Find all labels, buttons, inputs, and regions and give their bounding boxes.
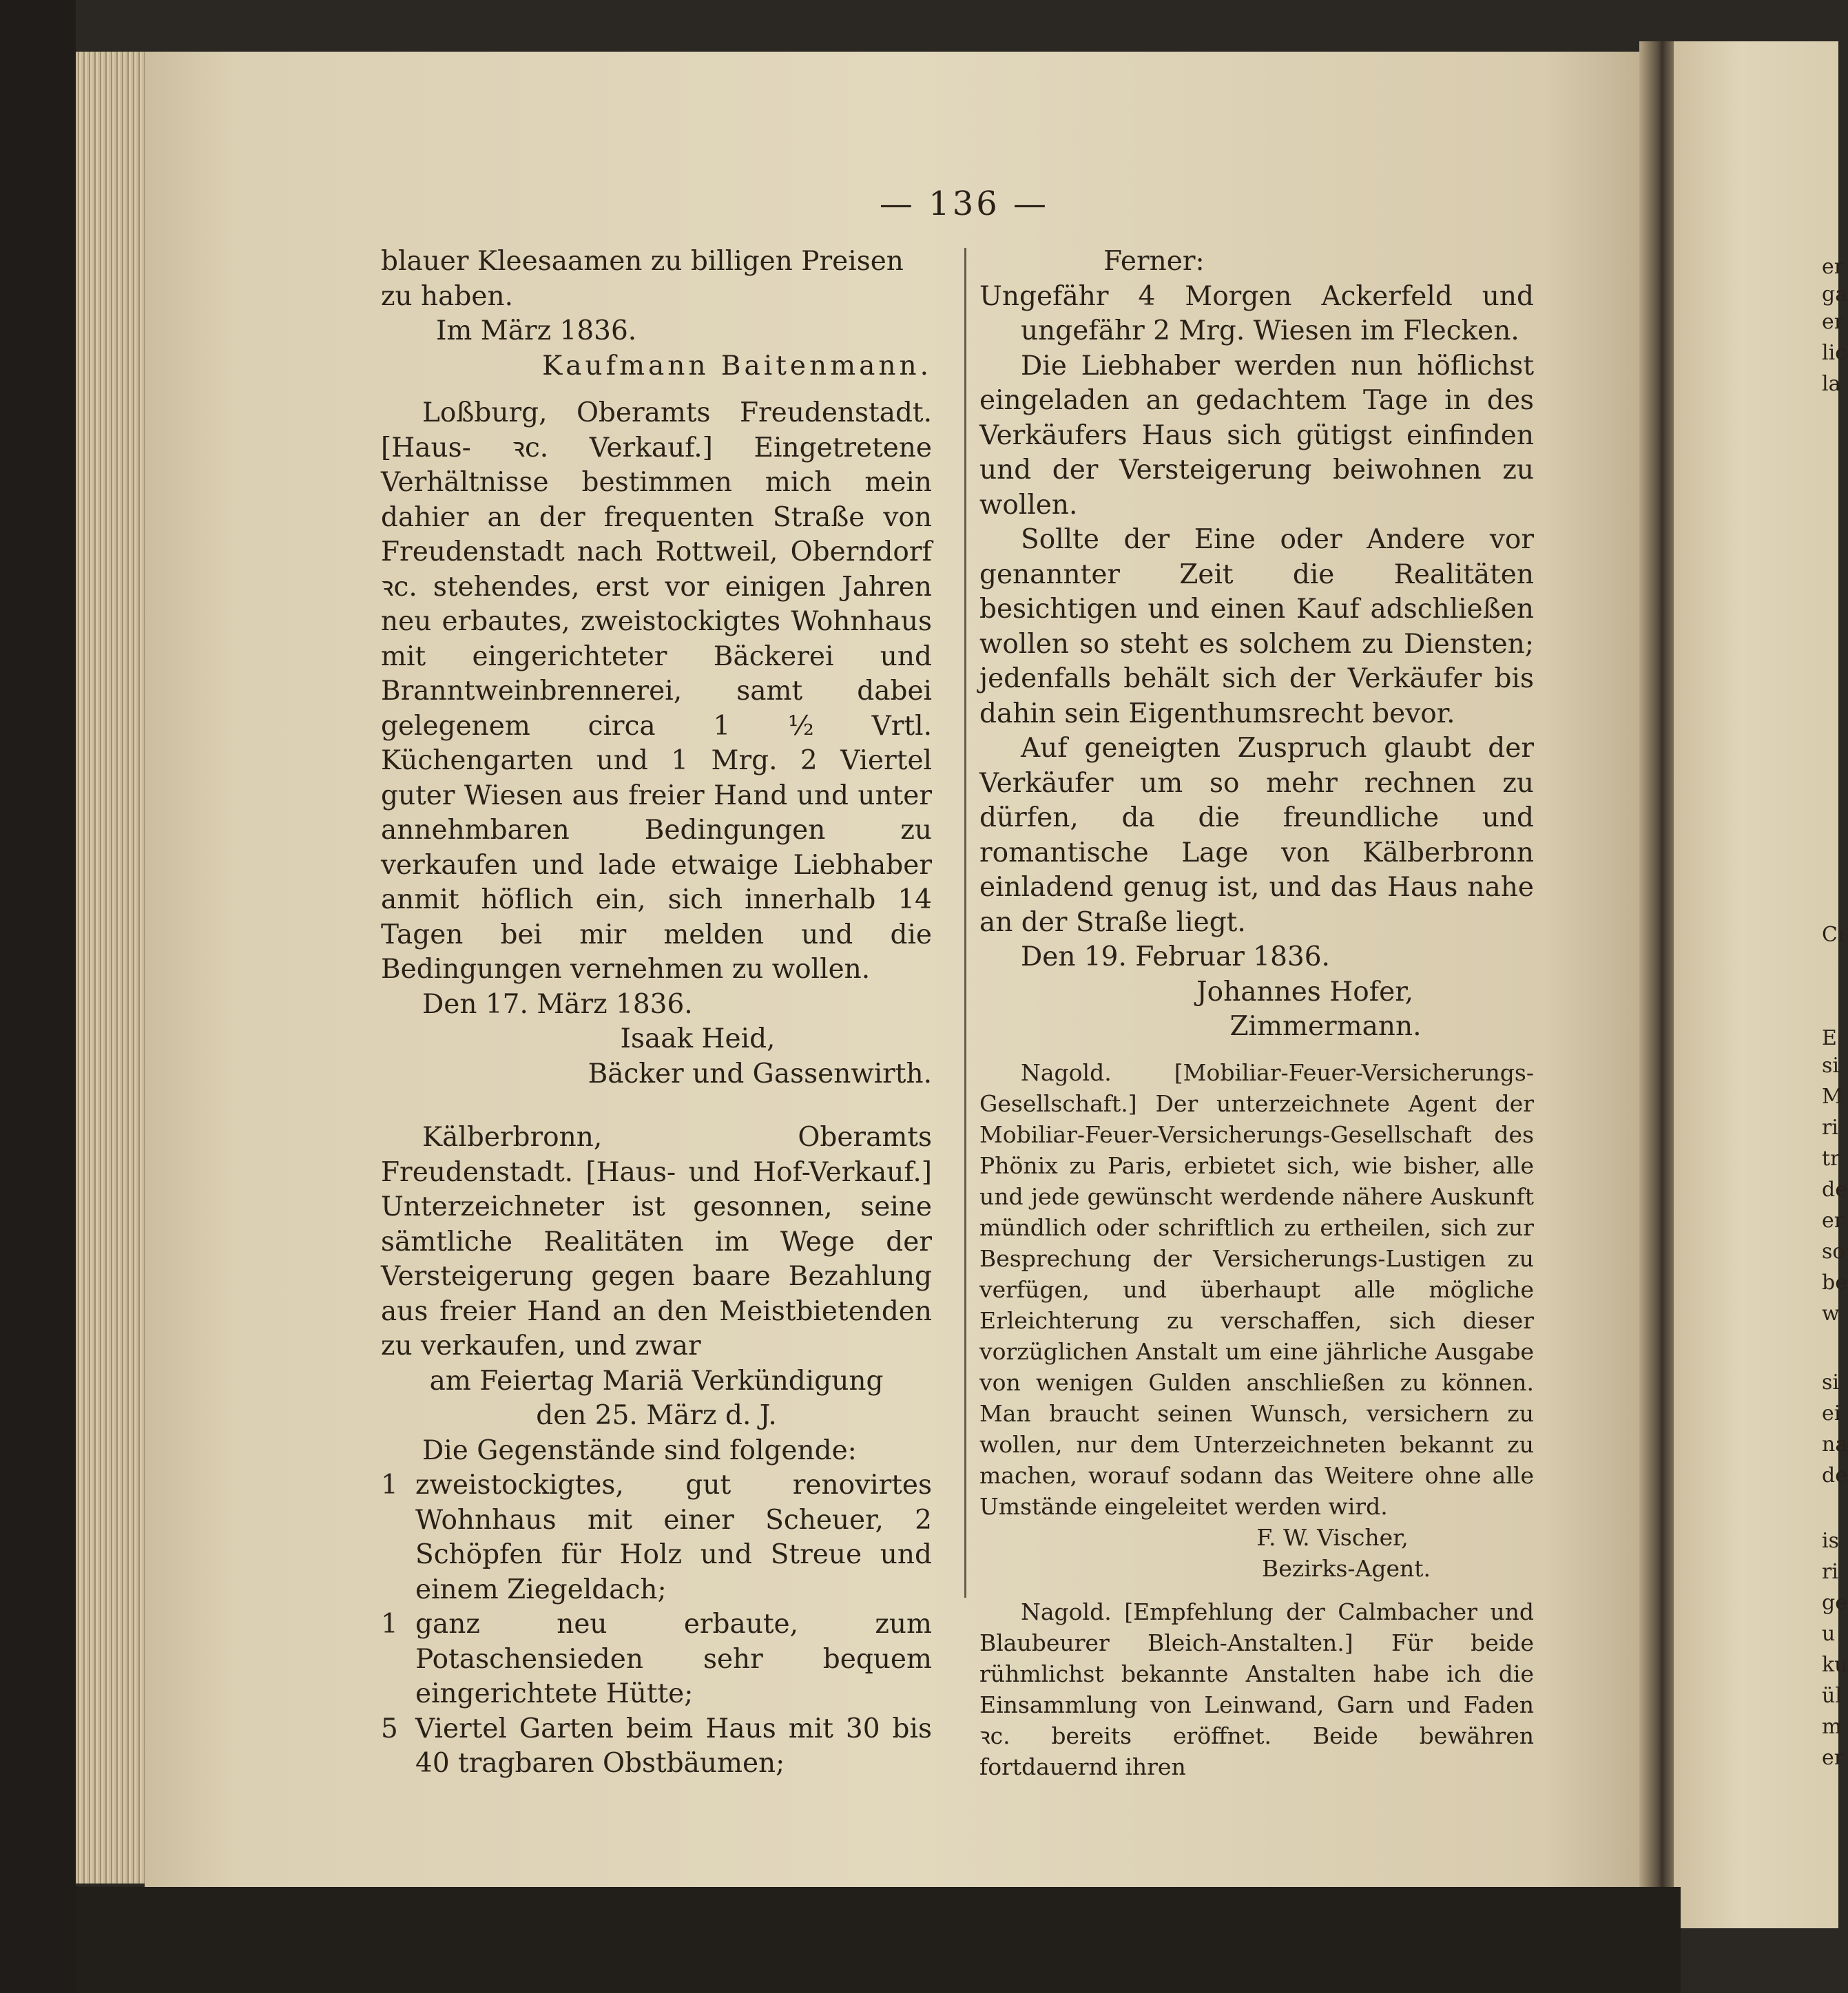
next-page-fragment: ei [1822,1401,1841,1426]
next-page-fragment: de [1822,1178,1847,1202]
column-divider [964,248,966,1598]
next-page-fragment: er [1822,1746,1845,1770]
next-page-fragment: la [1822,372,1841,396]
next-page-fragment: w [1822,1302,1840,1326]
page-number: — 136 — [879,185,1050,223]
kaelberbronn-notice: Kälberbronn, Oberamts Freudenstadt. [Haus- und Hof-Verkauf.] Unterzeichneter ist gesonnen, seine sämtliche Realitäten im Wege der Versteigerung gegen baare Bezahlung aus freier Hand an den Meistbietenden zu verkaufen, und zwar [381,1122,932,1361]
next-page-fragment: er [1822,255,1845,279]
kleesaamen-signature: Kaufmann Baitenmann. [542,350,932,382]
lossburg-signature-name: Isaak Heid, [620,1023,776,1054]
right-column [979,244,1534,1782]
next-page-fragment: so [1822,1240,1845,1264]
list-item-number: 1 [381,1470,398,1501]
nagold-insurance-notice: Nagold. [Mobiliar-Feuer-Versicherungs-Gesellschaft.] Der unterzeichnete Agent der Mobiliar-Feuer-Versicherungs-Gesellschaft des Phönix zu Paris, erbietet sich, wie bisher, alle und jede gewünscht werdende nähere Auskunft mündlich oder schriftlich zu ertheilen, sich zur Besprechung der Versicherungs-Lustigen zu verfügen, und überhaupt alle mögliche Erleichterung zu verschaffen, sich dieser vorzüglichen Anstalt um eine jährliche Ausgabe von wenigen Gulden anschließen zu können. Man braucht seinen Wunsch, versichern zu wollen, nur dem Unterzeichneten bekannt zu machen, worauf sodann das Weitere ohne alle Umstände eingeleitet werden wird. [979,1058,1534,1520]
next-page-fragment: ri [1822,1116,1838,1140]
kaelberbronn-inspection: Sollte der Eine oder Andere vor genannter Zeit die Realitäten besichtigen und einen Kauf adschließen wollen so steht es solchem zu Diensten; jedenfalls behält sich der Verkäufer bis dahin sein Eigenthumsrecht bevor. [979,524,1534,729]
next-page-fragment: Cı [1822,923,1845,947]
nagold-bleaching-notice: Nagold. [Empfehlung der Calmbacher und Blaubeurer Bleich-Anstalten.] Für beide rühmlichst bekannte Anstalten habe ich die Einsammlung von Leinwand, Garn und Faden ꝛc. bereits eröffnet. Beide bewähren fortdauernd ihren [979,1598,1534,1780]
list-item-number: 1 [381,1609,398,1640]
list-item-text: zweistockigtes, gut renovirtes Wohnhaus mit einer Scheuer, 2 Schöpfen für Holz und Streue und einem Ziegeldach; [415,1470,932,1605]
next-page-fragment: u [1822,1622,1836,1646]
lossburg-notice: Loßburg, Oberamts Freudenstadt. [Haus- ꝛc. Verkauf.] Eingetretene Verhältnisse bestimmen mich mein dahier an der frequenten Straße von Freudenstadt nach Rottweil, Oberndorf ꝛc. stehendes, erst vor einigen Jahren neu erbautes, zweistockigtes Wohnhaus mit eingerichteter Bäckerei und Branntweinbrennerei, samt dabei gelegenem circa 1 ½ Vrtl. Küchengarten und 1 Mrg. 2 Viertel guter Wiesen aus freier Hand und unter annehmbaren Bedingungen zu verkaufen und lade etwaige Liebhaber anmit höflich ein, sich innerhalb 14 Tagen bei mir melden und die Bedingungen vernehmen zu wollen. [381,397,932,985]
kaelberbronn-date-line1: am Feiertag Mariä Verkündigung [429,1365,884,1397]
dark-background-bottom [76,1887,1681,1993]
next-page-fragment: ül [1822,1684,1842,1708]
nagold-insurance-signature-title: Bezirks-Agent. [1261,1554,1431,1582]
ackerfeld-item: Ungefähr 4 Morgen Ackerfeld und ungefähr 2 Mrg. Wiesen im Flecken. [979,280,1534,346]
next-page-fragment: ga [1822,282,1848,306]
next-page-fragment: si [1822,1054,1839,1078]
kaelberbronn-date-line2: den 25. März d. J. [536,1400,777,1431]
next-page-fragment: er [1822,310,1845,334]
next-page-fragment: si [1822,1370,1839,1395]
list-item-number: 5 [381,1713,398,1744]
next-page-fragment: is [1822,1529,1839,1553]
left-column [381,244,932,1782]
next-page-fragment: ge [1822,1591,1847,1615]
list-item [381,1468,932,1607]
next-page-fragment: tr [1822,1147,1840,1171]
list-item [381,1607,932,1712]
kleesaamen-notice-line1: blauer Kleesaamen zu billigen Preisen [381,246,904,277]
next-page-fragment: E [1822,1026,1837,1050]
next-page-fragment: na [1822,1432,1848,1457]
kleesaamen-date: Im März 1836. [436,315,637,346]
next-page-edge [1674,41,1848,1928]
list-item-text: ganz neu erbaute, zum Potaschensieden sehr bequem eingerichtete Hütte; [415,1609,932,1709]
next-page-fragment: de [1822,1463,1847,1488]
kaelberbronn-invitation: Die Liebhaber werden nun höflichst eingeladen an gedachtem Tage in des Verkäufers Haus sich gütigst einfinden und der Versteigerung beiwohnen zu wollen. [979,350,1534,521]
next-page-fragment: ku [1822,1653,1848,1677]
kaelberbronn-recommendation: Auf geneigten Zuspruch glaubt der Verkäufer um so mehr rechnen zu dürfen, da die freundliche und romantische Lage von Kälberbronn einladend genug ist, und das Haus nahe an der Straße liegt. [979,733,1534,938]
next-page-fragment: ri [1822,1560,1838,1584]
dark-background-left [0,0,76,1993]
next-page-fragment: m [1822,1715,1842,1739]
ferner-heading: Ferner: [1103,246,1205,277]
lossburg-signature-title: Bäcker und Gassenwirth. [588,1058,932,1089]
next-page-fragment: be [1822,1271,1847,1295]
list-item-text: Viertel Garten beim Haus mit 30 bis 40 tragbaren Obstbäumen; [415,1713,932,1779]
next-page-fragment: M [1822,1085,1843,1109]
kaelberbronn-signature-title: Zimmermann. [1229,1011,1422,1042]
kaelberbronn-items-intro: Die Gegenstände sind folgende: [422,1434,857,1466]
nagold-insurance-signature-name: F. W. Vischer, [1256,1523,1409,1551]
kleesaamen-notice-line2: zu haben. [381,280,513,312]
next-page-fragment: lic [1822,341,1847,365]
kaelberbronn-signature-name: Johannes Hofer, [1196,976,1413,1008]
kaelberbronn-notice-date: Den 19. Februar 1836. [1021,941,1330,972]
lossburg-date: Den 17. März 1836. [422,988,693,1020]
list-item [381,1712,932,1782]
next-page-fragment: er [1822,1209,1845,1233]
